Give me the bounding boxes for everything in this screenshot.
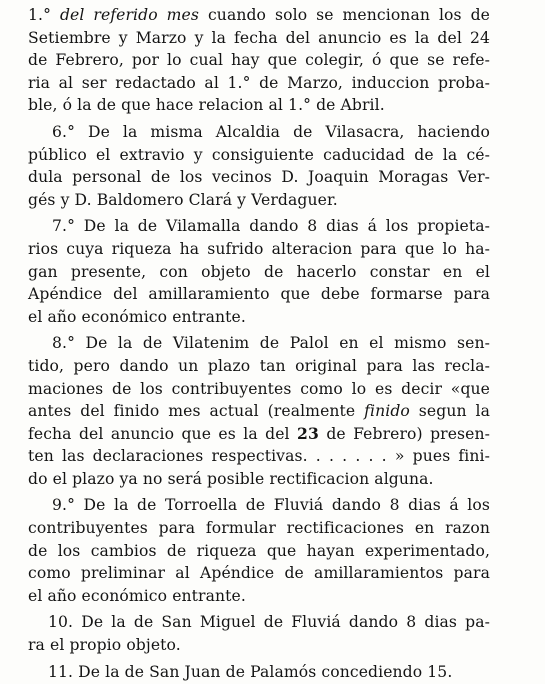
text-line: ra el propio objeto. <box>28 636 181 655</box>
text-line: de los cambios de riqueza que hayan experimentado, <box>28 541 490 560</box>
text-line: gan presente, con objeto de hacerlo constar en el <box>28 262 490 281</box>
text-line: tido, pero dando un plazo tan original para las recla- <box>28 356 490 375</box>
text-line: 1.° del referido mes cuando solo se mencionan los de <box>28 6 490 24</box>
text-line: dula personal de los vecinos D. Joaquin Moragas Ver- <box>28 168 490 187</box>
text-line: el año económico entrante. <box>28 307 246 326</box>
paragraph-10-start: 10. De la de San Miguel de Fluviá dando 8 dias pa- <box>48 613 490 632</box>
text-line: ria al ser redactado al 1.° de Marzo, induccion proba- <box>28 73 490 92</box>
text-line: do el plazo ya no será posible rectificacion alguna. <box>28 469 434 488</box>
text-line: rios cuya riqueza ha sufrido alteracion para que lo ha- <box>28 239 490 258</box>
text-line: contribuyentes para formular rectificaciones en razon <box>28 519 490 538</box>
text-line: gés y D. Baldomero Clará y Verdaguer. <box>28 190 338 209</box>
paragraph-11-start: 11. De la de San Juan de Palamós concediendo 15. <box>48 662 453 681</box>
text-line: maciones de los contribuyentes como lo es decir «que <box>28 379 490 398</box>
text-line: público el extravio y consiguiente caducidad de la cé- <box>28 145 490 164</box>
text-line: ten las declaraciones respectivas. . . . . . . » pues fini- <box>28 447 490 466</box>
text-line: Apéndice del amillaramiento que debe formarse para <box>28 285 490 304</box>
text-line: antes del finido mes actual (realmente finido segun la <box>28 402 490 421</box>
paragraph-7-start: 7.° De la de Vilamalla dando 8 dias á los propieta- <box>52 217 490 236</box>
document-body <box>28 4 490 683</box>
text-line: fecha del anuncio que es la del 23 de Febrero) presen- <box>28 423 490 443</box>
text-line: ble, ó la de que hace relacion al 1.° de Abril. <box>28 96 385 115</box>
paragraph-8-start: 8.° De la de Vilatenim de Palol en el mismo sen- <box>52 334 490 353</box>
text-line: Setiembre y Marzo y la fecha del anuncio es la del 24 <box>28 28 490 47</box>
text-line: el año económico entrante. <box>28 586 246 605</box>
paragraph-6-start: 6.° De la misma Alcaldia de Vilasacra, haciendo <box>52 122 490 141</box>
text-line: como preliminar al Apéndice de amillaramientos para <box>28 564 490 583</box>
text-line: de Febrero, por lo cual hay que colegir, ó que se refe- <box>28 51 490 70</box>
paragraph-9-start: 9.° De la de Torroella de Fluviá dando 8 dias á los <box>52 496 490 515</box>
